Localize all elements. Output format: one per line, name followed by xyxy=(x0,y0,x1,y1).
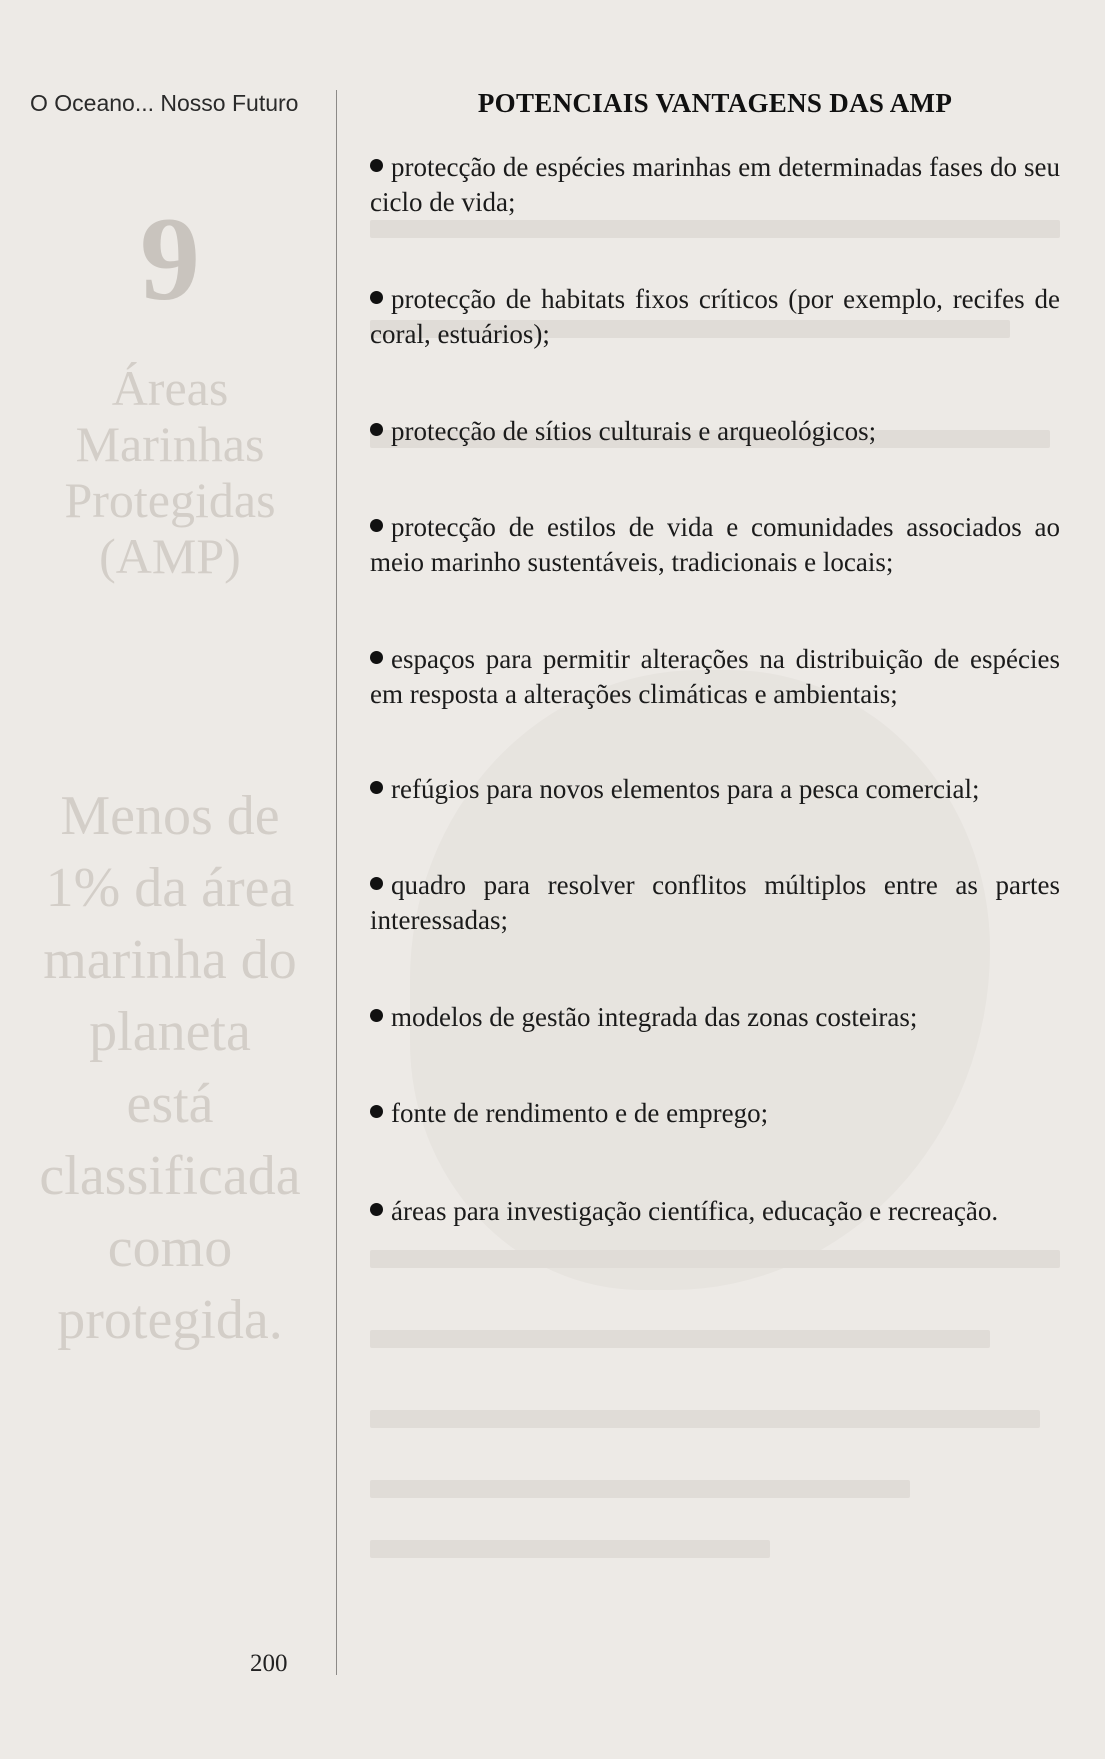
list-item xyxy=(370,150,1060,220)
bleed-through-line xyxy=(370,220,1060,238)
side-note-line: como xyxy=(107,1217,233,1279)
running-head: O Oceano... Nosso Futuro xyxy=(30,90,299,116)
section-title: POTENCIAIS VANTAGENS DAS AMP xyxy=(477,88,953,118)
bleed-through-line xyxy=(370,1250,1060,1268)
list-item xyxy=(370,642,1060,712)
list-item-text: protecção de espécies marinhas em determinadas fases do seu ciclo de vida; xyxy=(370,152,1060,217)
list-item xyxy=(370,414,1060,449)
list-item xyxy=(370,1194,1060,1229)
bleed-through-line xyxy=(370,1330,990,1348)
chapter-title-line: (AMP) xyxy=(99,528,241,584)
bleed-through-line xyxy=(370,1540,770,1558)
column-divider xyxy=(336,90,337,1675)
side-note xyxy=(20,780,320,1356)
bleed-through-line xyxy=(370,1410,1040,1428)
page-number: 200 xyxy=(250,1650,288,1677)
list-item-text: protecção de estilos de vida e comunidades associados ao meio marinho sustentáveis, tradicionais e locais; xyxy=(370,512,1060,577)
bullet-icon xyxy=(370,519,383,532)
chapter-title-line: Áreas xyxy=(111,360,229,416)
chapter-title-line: Marinhas xyxy=(75,416,265,472)
list-item-text: fonte de rendimento e de emprego; xyxy=(391,1098,769,1128)
side-note-line: protegida. xyxy=(57,1289,283,1351)
list-item-text: quadro para resolver conflitos múltiplos entre as partes interessadas; xyxy=(370,870,1060,935)
side-note-line: Menos de xyxy=(60,785,280,847)
bullet-icon xyxy=(370,1203,383,1216)
list-item-text: modelos de gestão integrada das zonas costeiras; xyxy=(391,1002,918,1032)
list-item-text: protecção de habitats fixos críticos (por exemplo, recifes de coral, estuários); xyxy=(370,284,1060,349)
list-item-text: refúgios para novos elementos para a pesca comercial; xyxy=(391,774,980,804)
list-item xyxy=(370,1000,1060,1035)
bullet-icon xyxy=(370,1009,383,1022)
chapter-title xyxy=(20,360,320,584)
bullet-icon xyxy=(370,877,383,890)
bullet-icon xyxy=(370,781,383,794)
bullet-icon xyxy=(370,159,383,172)
bullet-icon xyxy=(370,291,383,304)
side-note-line: está xyxy=(126,1073,214,1135)
list-item xyxy=(370,772,1060,807)
list-item xyxy=(370,868,1060,938)
bleed-through-line xyxy=(370,1480,910,1498)
bullet-icon xyxy=(370,1105,383,1118)
chapter-title-line: Protegidas xyxy=(64,472,276,528)
list-item-text: espaços para permitir alterações na distribuição de espécies em resposta a alterações climáticas e ambientais; xyxy=(370,644,1060,709)
list-item xyxy=(370,1096,1060,1131)
bullet-icon xyxy=(370,423,383,436)
side-note-line: 1% da área xyxy=(45,857,295,919)
side-note-line: marinha do xyxy=(43,929,297,991)
side-note-line: planeta xyxy=(89,1001,251,1063)
side-note-line: classificada xyxy=(39,1145,301,1207)
list-item xyxy=(370,282,1060,352)
list-item-text: áreas para investigação científica, educação e recreação. xyxy=(391,1196,999,1226)
list-item xyxy=(370,510,1060,580)
bullet-icon xyxy=(370,651,383,664)
chapter-number: 9 xyxy=(140,192,200,325)
list-item-text: protecção de sítios culturais e arqueológicos; xyxy=(391,416,877,446)
